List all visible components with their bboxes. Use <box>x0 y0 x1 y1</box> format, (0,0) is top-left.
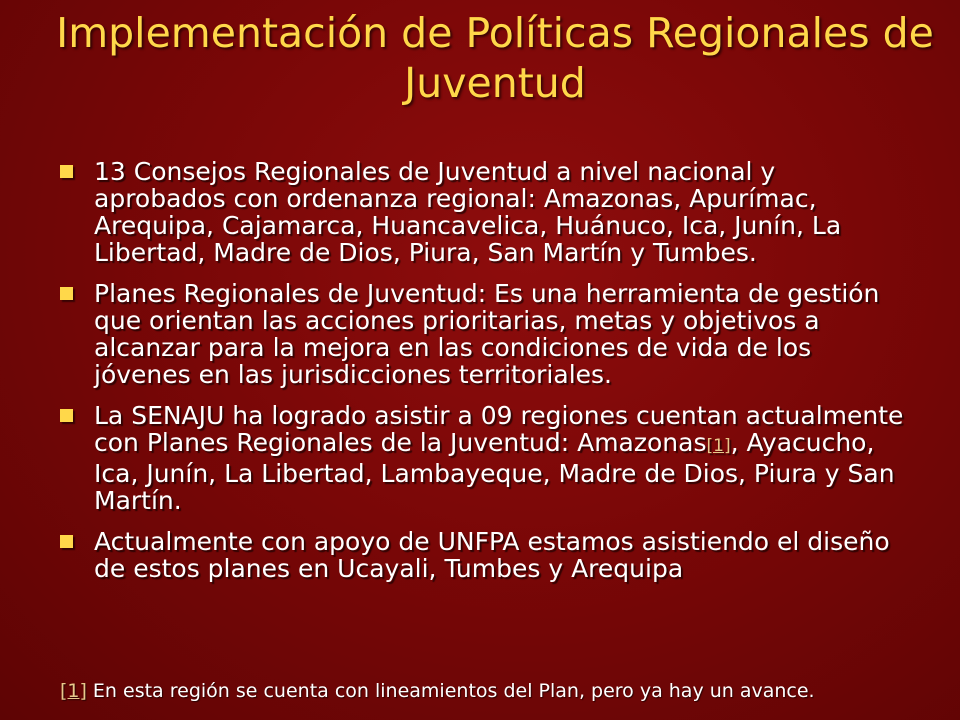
bullet-text-after: , Ayacucho, Ica, Junín, La Libertad, Lambayeque, Madre de Dios, Piura y San Martín. <box>94 428 895 515</box>
square-bullet-icon <box>60 409 73 422</box>
bullet-text: Actualmente con apoyo de UNFPA estamos asistiendo el diseño de estos planes en Ucayali, Tumbes y Arequipa <box>94 527 890 583</box>
bullet-list <box>58 158 908 596</box>
bullet-unfpa-apoyo <box>58 528 908 582</box>
bullet-text: Planes Regionales de Juventud: Es una herramienta de gestión que orientan las acciones prioritarias, metas y objetivos a alcanzar para la mejora en las condiciones de vida de los jóvenes en las jurisdicciones territoriales. <box>94 279 880 389</box>
square-bullet-icon <box>60 535 73 548</box>
bullet-text: 13 Consejos Regionales de Juventud a nivel nacional y aprobados con ordenanza regional: Amazonas, Apurímac, Arequipa, Cajamarca, Huancavelica, Huánuco, Ica, Junín, La Libertad, Madre de Dios, Piura, San Martín y Tumbes. <box>94 157 842 267</box>
bullet-planes-regionales <box>58 280 908 388</box>
slide-title: Implementación de Políticas Regionales de Juventud <box>56 9 934 107</box>
bullet-consejos-regionales <box>58 158 908 266</box>
footnote <box>60 678 940 704</box>
footnote-reference-link[interactable]: [1] <box>706 436 731 456</box>
square-bullet-icon <box>60 287 73 300</box>
bullet-text-before: La SENAJU ha logrado asistir a 09 regiones cuentan actualmente con Planes Regionales de la Juventud: Amazonas <box>94 401 904 457</box>
square-bullet-icon <box>60 165 73 178</box>
footnote-text: En esta región se cuenta con lineamientos del Plan, pero ya hay un avance. <box>92 680 815 702</box>
footnote-backlink[interactable]: [1] <box>60 680 87 702</box>
bullet-senaju-regiones <box>58 402 908 514</box>
